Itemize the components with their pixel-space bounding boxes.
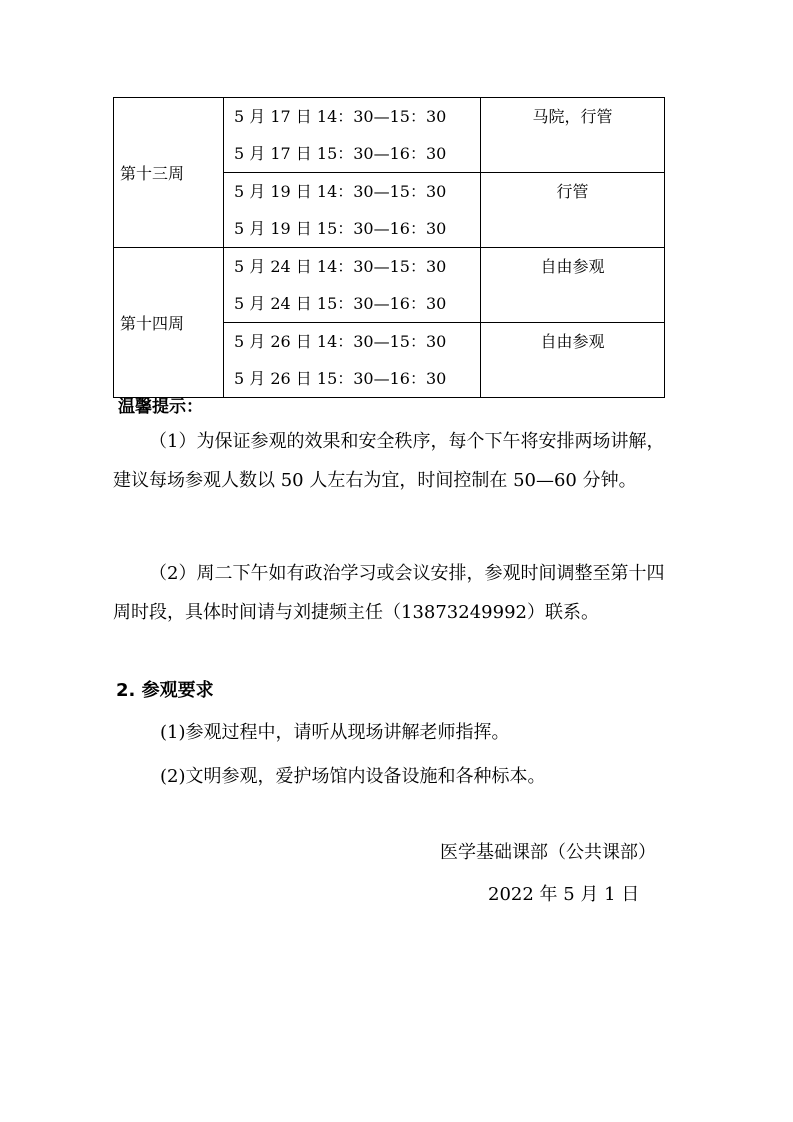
time-cell bbox=[224, 173, 481, 248]
time-slot: 5 月 24 日 15：30—16：30 bbox=[234, 294, 447, 313]
visitor-group: 行管 bbox=[556, 182, 589, 201]
signature-date: 2022 年 5 月 1 日 bbox=[488, 884, 640, 905]
requirement-item: (1)参观过程中，请听从现场讲解老师指挥。 bbox=[160, 722, 510, 743]
table-row bbox=[114, 248, 665, 323]
tip-paragraph-2 bbox=[113, 554, 668, 632]
week-label: 第十三周 bbox=[120, 164, 185, 183]
visitor-cell bbox=[481, 173, 665, 248]
visitor-group: 自由参观 bbox=[540, 332, 605, 351]
visitor-cell bbox=[481, 248, 665, 323]
tip-text: （1）为保证参观的效果和安全秩序，每个下午将安排两场讲解，建议每场参观人数以 50 人左右为宜，时间控制在 50—60 分钟。 bbox=[113, 431, 665, 491]
visitor-group: 自由参观 bbox=[540, 257, 605, 276]
time-slot: 5 月 24 日 14：30—15：30 bbox=[234, 257, 447, 276]
visitor-cell bbox=[481, 98, 665, 173]
tips-heading: 温馨提示： bbox=[118, 397, 203, 417]
visitor-group: 马院，行管 bbox=[532, 107, 613, 126]
time-cell bbox=[224, 248, 481, 323]
time-slot: 5 月 17 日 14：30—15：30 bbox=[234, 107, 447, 126]
week-cell bbox=[114, 98, 224, 248]
time-slot: 5 月 26 日 15：30—16：30 bbox=[234, 369, 447, 388]
time-slot: 5 月 19 日 14：30—15：30 bbox=[234, 182, 447, 201]
requirement-item: (2)文明参观，爱护场馆内设备设施和各种标本。 bbox=[160, 766, 546, 787]
section-heading: 2. 参观要求 bbox=[116, 680, 214, 701]
time-slot: 5 月 26 日 14：30—15：30 bbox=[234, 332, 447, 351]
week-label: 第十四周 bbox=[120, 314, 185, 333]
tip-text: （2）周二下午如有政治学习或会议安排，参观时间调整至第十四周时段，具体时间请与刘捷频主任（13873249992）联系。 bbox=[113, 563, 665, 623]
time-cell bbox=[224, 323, 481, 398]
signature-department: 医学基础课部（公共课部） bbox=[440, 842, 656, 863]
tip-paragraph-1 bbox=[113, 422, 668, 500]
time-slot: 5 月 19 日 15：30—16：30 bbox=[234, 219, 447, 238]
time-slot: 5 月 17 日 15：30—16：30 bbox=[234, 144, 447, 163]
visit-schedule-table bbox=[113, 97, 665, 398]
table-row bbox=[114, 98, 665, 173]
visitor-cell bbox=[481, 323, 665, 398]
week-cell bbox=[114, 248, 224, 398]
time-cell bbox=[224, 98, 481, 173]
